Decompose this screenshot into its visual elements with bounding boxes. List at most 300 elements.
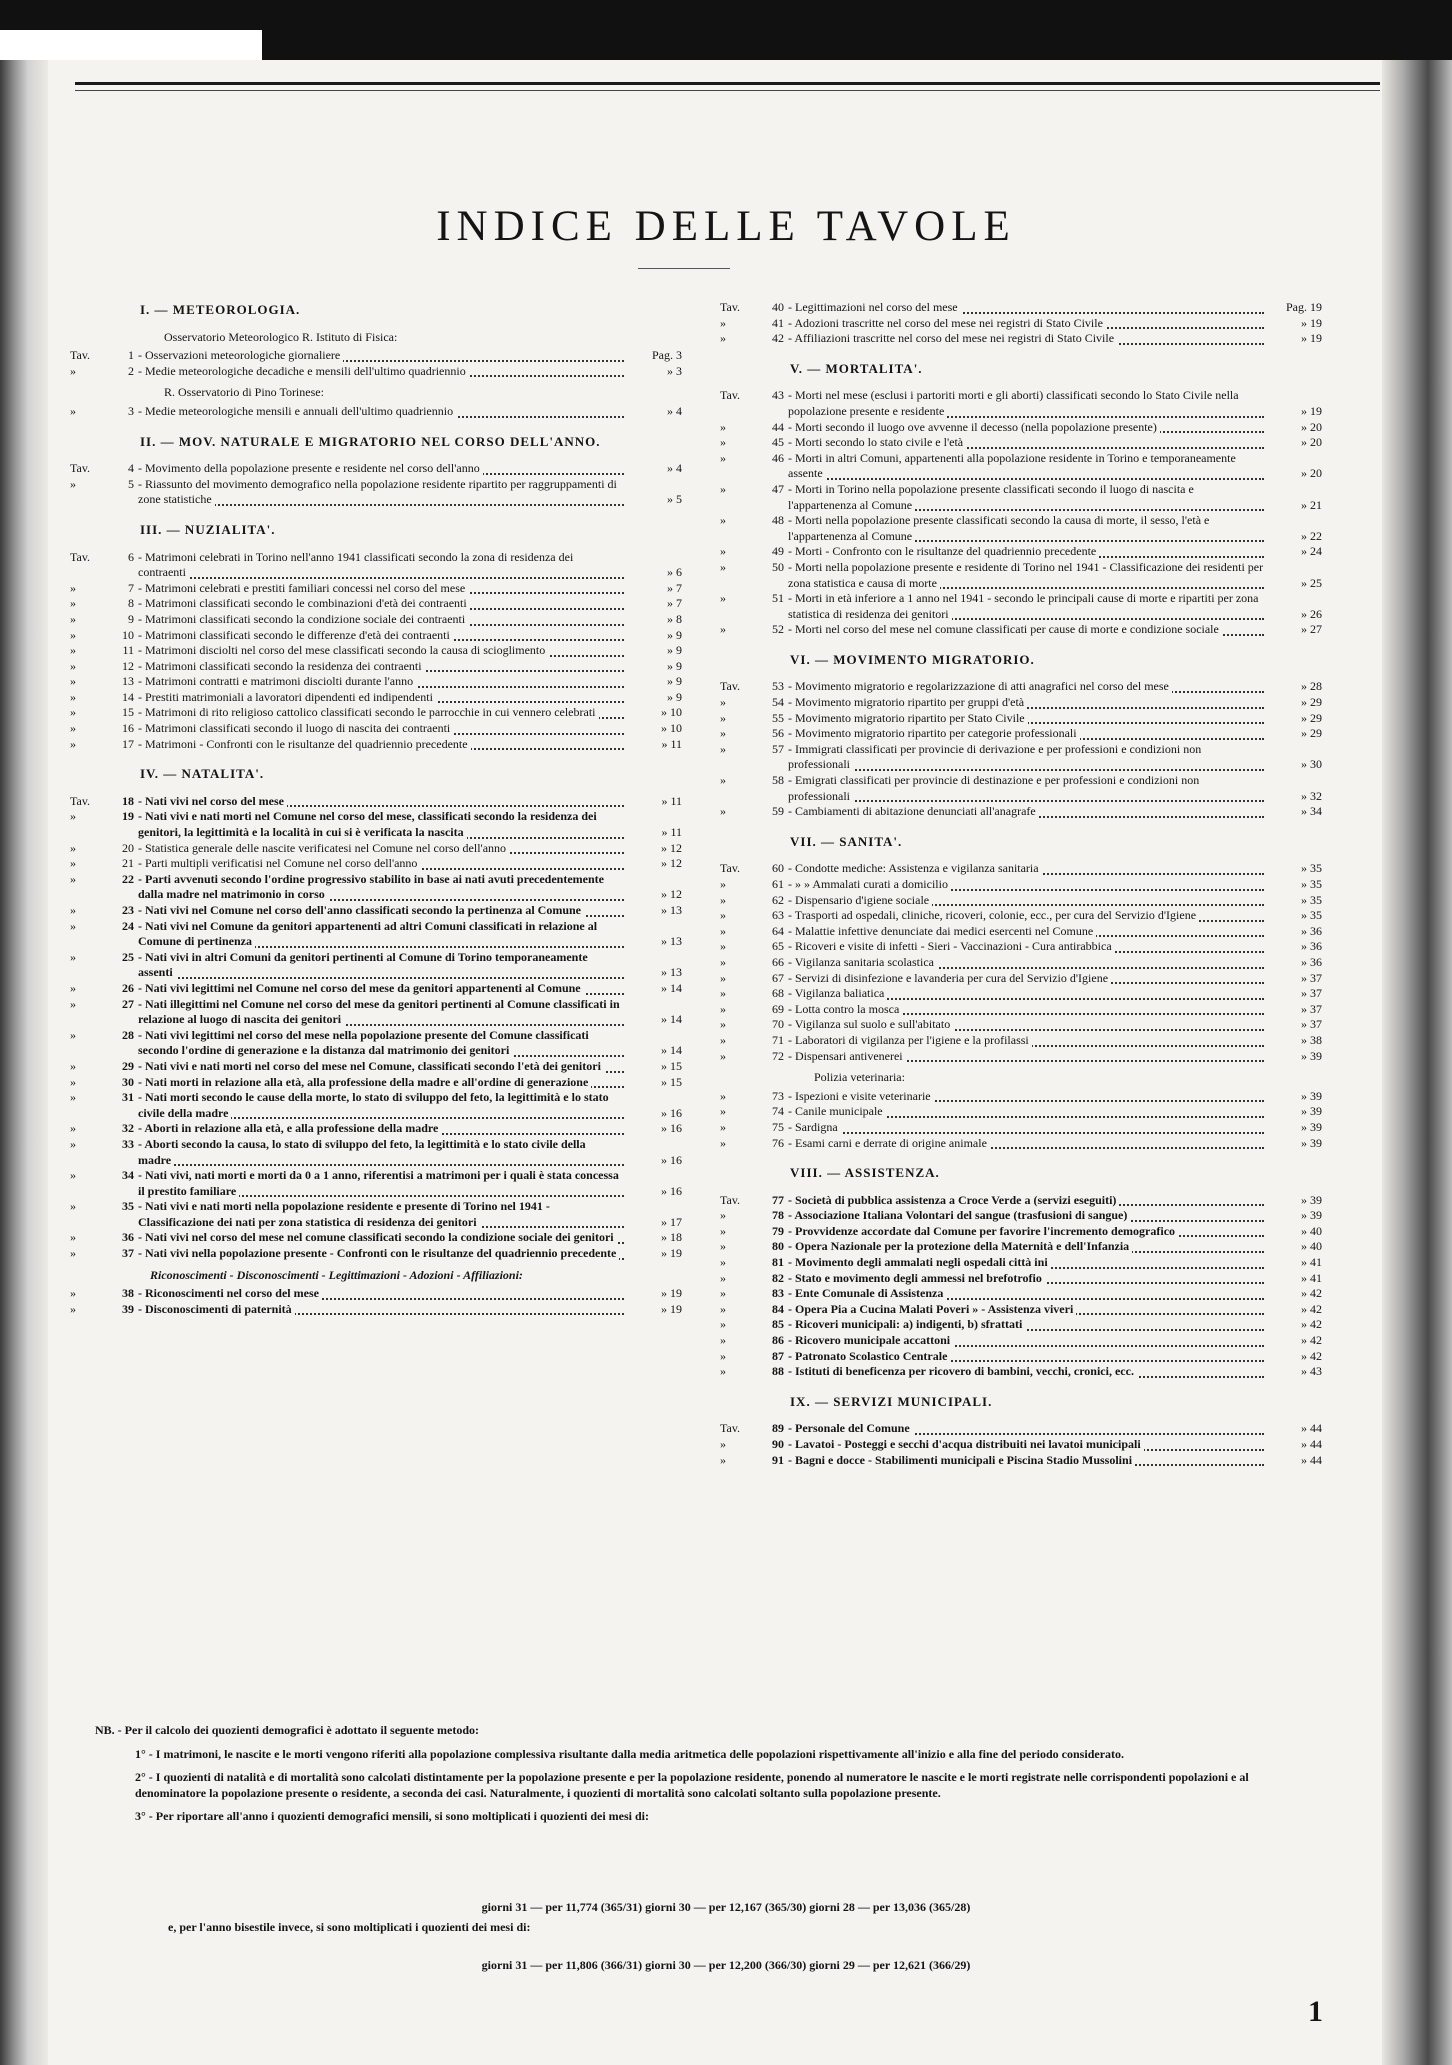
entry-prefix: » xyxy=(70,840,76,855)
section-heading: IV. — NATALITA'. xyxy=(140,766,265,782)
index-entry xyxy=(720,804,1322,820)
entry-prefix: » xyxy=(70,658,76,673)
entry-title: - Personale del Comune xyxy=(788,1421,913,1435)
entry-prefix: » xyxy=(720,773,726,788)
entry-body xyxy=(138,809,682,840)
page-reference: » 16 xyxy=(624,1121,682,1137)
page-reference: » 13 xyxy=(624,934,682,950)
entry-prefix: » xyxy=(70,1090,76,1105)
entry-prefix: » xyxy=(70,580,76,595)
entry-title: - Cambiamenti di abitazione denunciati all'anagrafe xyxy=(788,804,1039,818)
table-number: 87 xyxy=(772,1348,784,1363)
dot-leader xyxy=(788,800,1264,802)
table-number: 38 xyxy=(122,1286,134,1301)
section-heading: VI. — MOVIMENTO MIGRATORIO. xyxy=(790,651,1035,667)
page-reference: » 3 xyxy=(624,364,682,380)
entry-body xyxy=(788,695,1322,711)
page-reference: » 44 xyxy=(1264,1421,1322,1437)
index-entry xyxy=(720,435,1322,451)
index-entry xyxy=(70,581,682,597)
entry-body xyxy=(788,893,1322,909)
entry-prefix: » xyxy=(720,695,726,710)
entry-prefix: » xyxy=(720,1364,726,1379)
entry-title: - Ente Comunale di Assistenza xyxy=(788,1286,946,1300)
entry-body xyxy=(138,550,682,581)
page-reference: » 20 xyxy=(1264,435,1322,451)
table-number: 17 xyxy=(122,736,134,751)
entry-body xyxy=(138,643,682,659)
entry-prefix: » xyxy=(70,363,76,378)
entry-title: - Morti in età inferiore a 1 anno nel 1941 - secondo le principali cause di morte e ripartiti per zona statistica di residenza dei genitori xyxy=(788,591,1259,621)
index-entry xyxy=(720,726,1322,742)
table-number: 53 xyxy=(772,679,784,694)
entry-title: - Nati morti secondo le cause della morte, lo stato di sviluppo del feto, la legittimità e lo stato civile della madre xyxy=(138,1090,609,1120)
entry-title: - Nati vivi nel Comune da genitori appartenenti ad altri Comuni classificati in relazione al Comune di pertinenza xyxy=(138,918,598,949)
subsection-label: Polizia veterinaria: xyxy=(814,1070,905,1085)
page-reference: » 11 xyxy=(624,794,682,810)
page-reference: Pag. 19 xyxy=(1264,300,1322,316)
entry-prefix: » xyxy=(70,611,76,626)
index-column-right xyxy=(720,300,1322,1468)
entry-body xyxy=(788,1002,1322,1018)
page-reference: » 9 xyxy=(624,628,682,644)
index-entry xyxy=(720,560,1322,591)
index-entry xyxy=(720,1136,1322,1152)
table-number: 11 xyxy=(122,643,134,658)
index-entry xyxy=(70,705,682,721)
table-number: 24 xyxy=(122,918,134,933)
entry-body xyxy=(788,1271,1322,1287)
entry-title: - Adozioni trascritte nel corso del mese nei registri di Stato Civile xyxy=(788,316,1106,330)
page-reference: » 9 xyxy=(624,659,682,675)
entry-title: - Nati vivi e nati morti nel Comune nel corso del mese, classificati secondo la residenza dei genitori, la legittimità e la località in cui si è verificata la nascita xyxy=(138,809,597,840)
entry-prefix: » xyxy=(70,1058,76,1073)
entry-body xyxy=(138,1075,682,1091)
entry-body xyxy=(788,1364,1322,1380)
table-number: 29 xyxy=(122,1058,134,1073)
entry-title: - Morti in altri Comuni, appartenenti alla popolazione residente in Torino e temporaneamente assente xyxy=(788,450,1236,481)
entry-body xyxy=(788,1437,1322,1453)
entry-title: - Matrimoni classificati secondo la condizione sociale dei contraenti xyxy=(138,612,468,626)
page-reference: » 24 xyxy=(1264,544,1322,560)
entry-body xyxy=(138,1121,682,1137)
entry-prefix: » xyxy=(70,1199,76,1214)
page-reference: » 29 xyxy=(1264,711,1322,727)
table-number: 42 xyxy=(772,331,784,346)
entry-prefix: » xyxy=(70,903,76,917)
page-reference: » 11 xyxy=(624,737,682,753)
entry-body xyxy=(788,1317,1322,1333)
section-heading: I. — METEOROLOGIA. xyxy=(140,302,301,317)
entry-prefix: » xyxy=(70,403,76,418)
entry-title: - Nati vivi e nati morti nel corso del mese nel Comune, classificati secondo l'età dei genitori xyxy=(138,1059,604,1073)
entry-body xyxy=(788,331,1322,347)
entry-prefix: » xyxy=(70,1301,76,1316)
index-entry xyxy=(70,1028,682,1059)
entry-body xyxy=(138,981,682,997)
entry-body xyxy=(138,903,682,919)
table-number: 68 xyxy=(772,986,784,1001)
entry-title: - Movimento migratorio ripartito per categorie professionali xyxy=(788,726,1080,740)
entry-prefix: » xyxy=(70,918,76,933)
entry-body xyxy=(788,560,1322,591)
index-entry xyxy=(720,544,1322,560)
page-reference: » 12 xyxy=(624,841,682,857)
entry-prefix: » xyxy=(70,1286,76,1301)
page-reference: » 36 xyxy=(1264,939,1322,955)
entry-title: - Nati vivi e nati morti nella popolazione residente e presente di Torino nel 1941 - Classificazione dei nati per zona statistica di residenza dei genitori xyxy=(138,1199,550,1229)
page-reference: » 4 xyxy=(624,461,682,477)
index-entry xyxy=(720,1271,1322,1287)
entry-title: - Ricoveri municipali: a) indigenti, b) sfrattati xyxy=(788,1317,1025,1331)
page-reference: » 42 xyxy=(1264,1317,1322,1333)
index-entry xyxy=(720,591,1322,622)
entry-title: - Nati vivi legittimi nel corso del mese nella popolazione presente del Comune classificati secondo l'ordine di generazione e la distanza dal matrimonio dei genitori xyxy=(138,1027,589,1058)
entry-body xyxy=(788,1302,1322,1318)
entry-prefix: » xyxy=(720,1437,726,1451)
index-entry xyxy=(70,1286,682,1302)
entry-prefix: » xyxy=(720,892,726,907)
table-number: 62 xyxy=(772,892,784,907)
entry-prefix: » xyxy=(70,627,76,642)
entry-prefix: » xyxy=(720,1255,726,1270)
section-heading: VIII. — ASSISTENZA. xyxy=(790,1165,940,1181)
entry-prefix: » xyxy=(720,1333,726,1348)
entry-prefix: » xyxy=(720,1348,726,1363)
page-reference: » 16 xyxy=(624,1106,682,1122)
page-reference: » 42 xyxy=(1264,1286,1322,1302)
entry-title: - Riassunto del movimento demografico nella popolazione residente ripartito per raggruppamenti di zone statistiche xyxy=(138,476,617,507)
entry-title: - Nati vivi nel corso del mese xyxy=(138,794,287,808)
entry-body xyxy=(138,1059,682,1075)
table-number: 79 xyxy=(772,1223,784,1238)
index-entry xyxy=(70,348,682,364)
index-entry xyxy=(720,695,1322,711)
table-number: 15 xyxy=(122,705,134,720)
table-number: 39 xyxy=(122,1301,134,1316)
table-number: 5 xyxy=(128,476,134,491)
entry-title: - Sardigna xyxy=(788,1120,841,1134)
page-reference: » 14 xyxy=(624,981,682,997)
entry-body xyxy=(138,1168,682,1199)
page-reference: » 42 xyxy=(1264,1349,1322,1365)
table-number: 43 xyxy=(772,388,784,403)
entry-body xyxy=(788,971,1322,987)
table-number: 1 xyxy=(128,348,134,363)
page-reference: » 20 xyxy=(1264,420,1322,436)
page-reference: » 19 xyxy=(1264,404,1322,420)
page-reference: » 25 xyxy=(1264,576,1322,592)
page-reference: » 16 xyxy=(624,1153,682,1169)
table-number: 13 xyxy=(122,674,134,689)
entry-body xyxy=(138,1199,682,1230)
table-number: 30 xyxy=(122,1074,134,1089)
index-entry xyxy=(70,643,682,659)
entry-prefix: » xyxy=(720,622,726,637)
entry-body xyxy=(788,1208,1322,1224)
entry-title: - Matrimoni classificati secondo il luogo di nascita dei contraenti xyxy=(138,721,453,735)
index-entry xyxy=(720,679,1322,695)
index-entry xyxy=(720,1193,1322,1209)
index-entry xyxy=(70,404,682,420)
index-entry xyxy=(70,550,682,581)
table-number: 7 xyxy=(128,580,134,595)
entry-title: - Nati vivi in altri Comuni da genitori pertinenti al Comune di Torino temporaneamente assenti xyxy=(138,949,588,980)
page-reference: » 13 xyxy=(624,903,682,919)
table-number: 20 xyxy=(122,840,134,855)
entry-prefix: » xyxy=(720,1032,726,1047)
section-heading: IX. — SERVIZI MUNICIPALI. xyxy=(790,1393,993,1409)
entry-body xyxy=(788,1349,1322,1365)
entry-title: - Dispensari antivenerei xyxy=(788,1049,906,1063)
table-number: 40 xyxy=(772,300,784,314)
entry-prefix: » xyxy=(70,1027,76,1042)
table-number: 77 xyxy=(772,1192,784,1207)
entry-title: - Nati morti in relazione alla età, alla professione della madre e all'ordine di generazione xyxy=(138,1075,591,1089)
entry-body xyxy=(788,711,1322,727)
table-number: 49 xyxy=(772,544,784,559)
table-number: 88 xyxy=(772,1364,784,1379)
entry-title: - Esami carni e derrate di origine animale xyxy=(788,1136,990,1150)
index-entry xyxy=(70,1302,682,1318)
entry-title: - Affiliazioni trascritte nel corso del mese nei registri di Stato Civile xyxy=(788,331,1117,345)
entry-body xyxy=(788,924,1322,940)
entry-body xyxy=(788,388,1322,419)
index-entry xyxy=(70,737,682,753)
entry-body xyxy=(138,1137,682,1168)
index-entry xyxy=(720,1453,1322,1469)
entry-prefix: Tav. xyxy=(70,461,91,476)
index-entry xyxy=(720,1364,1322,1380)
entry-title: - Matrimoni celebrati in Torino nell'anno 1941 classificati secondo la zona di residenza dei contraenti xyxy=(138,549,574,580)
page-reference: » 9 xyxy=(624,674,682,690)
entry-prefix: » xyxy=(70,809,76,824)
page-reference: » 7 xyxy=(624,581,682,597)
page-reference: » 8 xyxy=(624,612,682,628)
entry-body xyxy=(788,679,1322,695)
note-item-4: e, per l'anno bisestile invece, si sono moltiplicati i quozienti dei mesi di: xyxy=(168,1920,531,1934)
entry-title: - Disconoscimenti di paternità xyxy=(138,1302,295,1316)
entry-body xyxy=(138,997,682,1028)
entry-body xyxy=(788,1255,1322,1271)
index-entry xyxy=(720,388,1322,419)
entry-title: - Patronato Scolastico Centrale xyxy=(788,1349,950,1363)
entry-prefix: » xyxy=(720,481,726,496)
index-entry xyxy=(720,1286,1322,1302)
entry-prefix: Tav. xyxy=(70,348,91,363)
entry-title: - Associazione Italiana Volontari del sangue (trasfusioni di sangue) xyxy=(788,1208,1130,1222)
index-entry xyxy=(720,1437,1322,1453)
entry-prefix: » xyxy=(720,1286,726,1301)
entry-prefix: » xyxy=(720,1223,726,1238)
index-entry xyxy=(70,1199,682,1230)
table-number: 32 xyxy=(122,1121,134,1136)
table-number: 18 xyxy=(122,793,134,808)
entry-prefix: Tav. xyxy=(720,388,741,403)
page-reference: » 10 xyxy=(624,705,682,721)
index-entry xyxy=(720,939,1322,955)
entry-body xyxy=(138,1246,682,1262)
page-reference: » 42 xyxy=(1264,1302,1322,1318)
page-reference: » 14 xyxy=(624,1043,682,1059)
table-number: 58 xyxy=(772,773,784,788)
table-number: 56 xyxy=(772,726,784,741)
index-entry xyxy=(70,659,682,675)
page-reference: » 39 xyxy=(1264,1049,1322,1065)
page-reference: » 19 xyxy=(1264,316,1322,332)
page-reference: » 36 xyxy=(1264,955,1322,971)
table-number: 25 xyxy=(122,949,134,964)
entry-prefix: » xyxy=(720,1001,726,1016)
entry-prefix: » xyxy=(720,513,726,528)
index-entry xyxy=(70,477,682,508)
index-entry xyxy=(720,924,1322,940)
entry-prefix: » xyxy=(720,1048,726,1063)
entry-prefix: » xyxy=(720,741,726,756)
entry-title: - Bagni e docce - Stabilimenti municipali e Piscina Stadio Mussolini xyxy=(788,1453,1135,1467)
entry-body xyxy=(138,1230,682,1246)
index-entry xyxy=(70,809,682,840)
entry-body xyxy=(788,773,1322,804)
entry-body xyxy=(138,737,682,753)
subsection-label: Riconoscimenti - Disconoscimenti - Legittimazioni - Adozioni - Affiliazioni: xyxy=(150,1267,523,1282)
entry-prefix: » xyxy=(70,1136,76,1151)
page-reference: » 34 xyxy=(1264,804,1322,820)
page-reference: » 9 xyxy=(624,690,682,706)
entry-body xyxy=(788,316,1322,332)
table-number: 33 xyxy=(122,1136,134,1151)
page-reference: » 36 xyxy=(1264,924,1322,940)
page-reference: » 35 xyxy=(1264,893,1322,909)
entry-title: - Ricovero municipale accattoni xyxy=(788,1333,953,1347)
entry-body xyxy=(138,841,682,857)
table-number: 28 xyxy=(122,1027,134,1042)
entry-prefix: Tav. xyxy=(720,679,741,694)
subsection-label: Osservatorio Meteorologico R. Istituto di Fisica: xyxy=(164,329,398,344)
entry-prefix: » xyxy=(720,923,726,938)
index-entry xyxy=(720,1333,1322,1349)
table-number: 84 xyxy=(772,1301,784,1316)
index-entry xyxy=(70,872,682,903)
entry-title: - Opera Pia a Cucina Malati Poveri » - Assistenza viveri xyxy=(788,1302,1076,1316)
page-reference: » 32 xyxy=(1264,789,1322,805)
entry-prefix: » xyxy=(70,1230,76,1245)
index-entry xyxy=(70,903,682,919)
entry-title: - Canile municipale xyxy=(788,1104,886,1118)
page-reference: » 9 xyxy=(624,643,682,659)
entry-title: - Matrimoni contratti e matrimoni disciolti durante l'anno xyxy=(138,674,416,688)
page-reference: » 16 xyxy=(624,1184,682,1200)
entry-prefix: » xyxy=(70,643,76,658)
entry-body xyxy=(788,451,1322,482)
index-entry xyxy=(720,622,1322,638)
index-entry xyxy=(70,856,682,872)
entry-prefix: » xyxy=(720,1317,726,1332)
index-entry xyxy=(720,711,1322,727)
table-number: 3 xyxy=(128,403,134,418)
index-entry xyxy=(720,971,1322,987)
table-number: 64 xyxy=(772,923,784,938)
entry-title: - Vigilanza sul suolo e sull'abitato xyxy=(788,1017,953,1031)
entry-body xyxy=(788,1224,1322,1240)
table-number: 52 xyxy=(772,622,784,637)
table-number: 36 xyxy=(122,1230,134,1245)
page-reference: » 43 xyxy=(1264,1364,1322,1380)
entry-title: - Morti nel mese (esclusi i partoriti morti e gli aborti) classificati secondo lo Stato Civile nella popolazione presente e residente xyxy=(788,388,1239,418)
entry-body xyxy=(788,1333,1322,1349)
page-reference: » 29 xyxy=(1264,695,1322,711)
entry-prefix: » xyxy=(720,908,726,923)
note-item-2: 2° - I quozienti di natalità e di mortalità sono calcolati distintamente per la popolazione presente e per la popolazione residente, ponendo al numeratore le nascite e le morti registrate nelle corrispondenti popolazioni e al denominatore la popolazione presente o residente, a seconda dei casi. Naturalmente, i quozienti di mortalità sono calcolati soltanto sulla popolazione presente. xyxy=(135,1770,1249,1800)
table-number: 19 xyxy=(122,809,134,824)
entry-title: - Emigrati classificati per provincie di destinazione e per professioni e condizioni non professionali xyxy=(788,773,1200,803)
page-reference: » 42 xyxy=(1264,1333,1322,1349)
page-reference: » 12 xyxy=(624,887,682,903)
index-entry xyxy=(720,331,1322,347)
entry-body xyxy=(138,477,682,508)
page-reference: » 37 xyxy=(1264,986,1322,1002)
entry-prefix: » xyxy=(720,315,726,330)
table-number: 72 xyxy=(772,1048,784,1063)
entry-title: - Morti nella popolazione presente e residente di Torino nel 1941 - Classificazione dei residenti per zona statistica e causa di morte xyxy=(788,559,1264,590)
page-reference: » 35 xyxy=(1264,908,1322,924)
entry-title: - Dispensario d'igiene sociale xyxy=(788,893,932,907)
table-number: 60 xyxy=(772,861,784,876)
entry-title: - Medie meteorologiche decadiche e mensili dell'ultimo quadriennio xyxy=(138,364,469,378)
entry-title: - Matrimoni classificati secondo le combinazioni d'età dei contraenti xyxy=(138,596,470,610)
entry-body xyxy=(788,435,1322,451)
entry-body xyxy=(788,939,1322,955)
entry-body xyxy=(138,1286,682,1302)
index-entry xyxy=(720,1349,1322,1365)
index-entry xyxy=(70,950,682,981)
entry-body xyxy=(788,1453,1322,1469)
table-number: 46 xyxy=(772,450,784,465)
index-entry xyxy=(720,451,1322,482)
entry-title: - Morti nella popolazione presente classificati secondo la causa di morte, il sesso, l'età e l'appartenenza al Comune xyxy=(788,513,1210,543)
index-entry xyxy=(720,482,1322,513)
entry-prefix: » xyxy=(720,1119,726,1134)
page-reference: » 22 xyxy=(1264,529,1322,545)
entry-title: - Trasporti ad ospedali, cliniche, ricoveri, colonie, ecc., per cura del Servizio d'Igiene xyxy=(788,908,1199,922)
table-number: 10 xyxy=(122,627,134,642)
entry-prefix: » xyxy=(720,1270,726,1285)
entry-body xyxy=(138,404,682,420)
page-reference: » 19 xyxy=(624,1302,682,1318)
entry-body xyxy=(788,1136,1322,1152)
table-number: 75 xyxy=(772,1119,784,1134)
entry-prefix: » xyxy=(720,1135,726,1150)
section-heading: III. — NUZIALITA'. xyxy=(140,521,276,537)
entry-title: - Nati vivi legittimi nel Comune nel corso del mese da genitori appartenenti al Comune xyxy=(138,981,584,995)
entry-body xyxy=(788,1286,1322,1302)
entry-title: - Parti avvenuti secondo l'ordine progressivo stabilito in base ai nati avuti precedentemente dalla madre nel matrimonio in corso xyxy=(138,871,604,902)
entry-body xyxy=(138,596,682,612)
entry-body xyxy=(788,1049,1322,1065)
page-reference: » 20 xyxy=(1264,466,1322,482)
index-entry xyxy=(720,1033,1322,1049)
index-entry xyxy=(70,1059,682,1075)
entry-title: - Parti multipli verificatisi nel Comune nel corso dell'anno xyxy=(138,856,420,870)
method-note xyxy=(95,1723,1320,1833)
index-entry xyxy=(720,1239,1322,1255)
table-number: 55 xyxy=(772,710,784,725)
entry-title: - Società di pubblica assistenza a Croce Verde a (servizi eseguiti) xyxy=(788,1193,1119,1207)
page-edge-right xyxy=(1382,60,1452,2065)
page-reference: » 40 xyxy=(1264,1239,1322,1255)
entry-body xyxy=(788,1104,1322,1120)
page-title: INDICE DELLE TAVOLE xyxy=(436,203,1016,250)
